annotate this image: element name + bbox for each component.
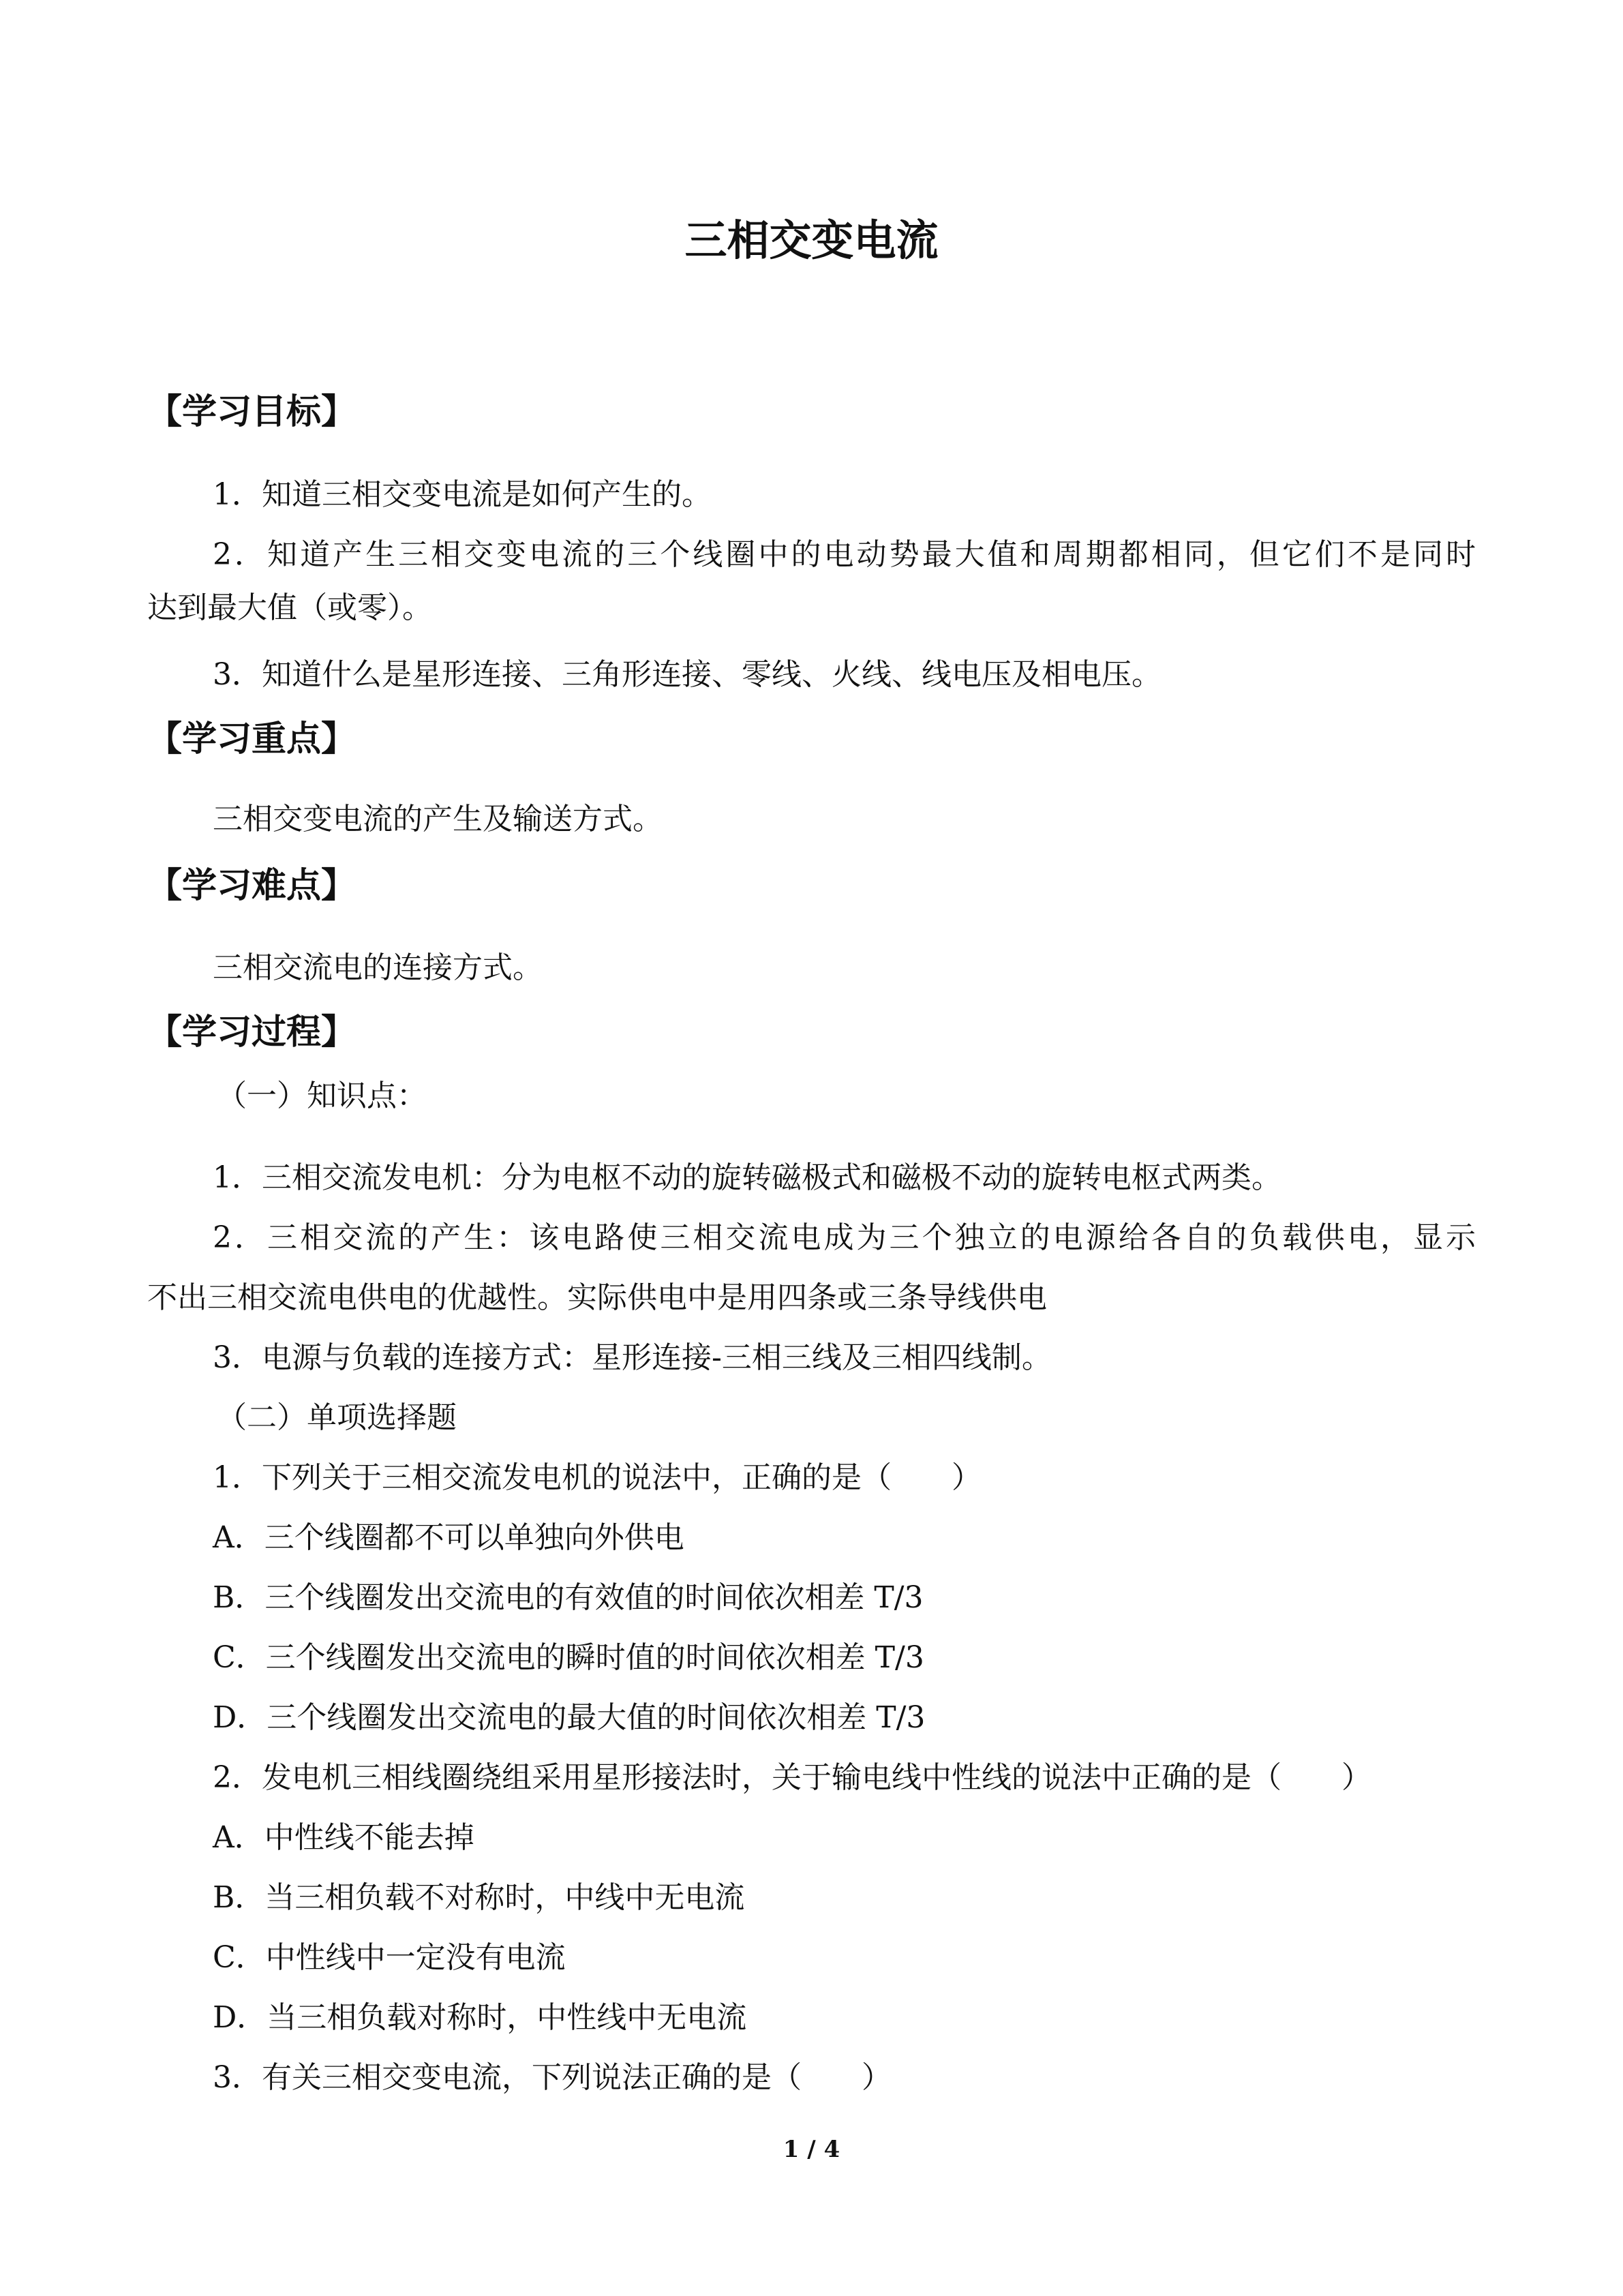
question-1-option-a: A．三个线圈都不可以单独向外供电 xyxy=(213,1520,684,1555)
goal-item-2: 2．知道产生三相交变电流的三个线圈中的电动势最大值和周期都相同，但它们不是同时 xyxy=(213,537,1476,572)
difficulties-text: 三相交流电的连接方式。 xyxy=(213,950,543,985)
question-2-option-a: A．中性线不能去掉 xyxy=(213,1820,474,1855)
knowledge-item-2-cont: 不出三相交流电供电的优越性。实际供电中是用四条或三条导线供电 xyxy=(147,1280,1047,1315)
goal-item-2-cont: 达到最大值（或零）。 xyxy=(147,590,432,625)
question-3-stem: 3．有关三相交变电流，下列说法正确的是（ ） xyxy=(213,2060,892,2095)
goal-item-1: 1．知道三相交变电流是如何产生的。 xyxy=(213,477,712,512)
question-1-option-c: C．三个线圈发出交流电的瞬时值的时间依次相差 T/3 xyxy=(213,1640,924,1675)
question-2-stem: 2．发电机三相线圈绕组采用星形接法时，关于输电线中性线的说法中正确的是（ ） xyxy=(213,1760,1371,1795)
part1-label: （一）知识点： xyxy=(217,1078,427,1113)
question-2-option-c: C．中性线中一定没有电流 xyxy=(213,1940,566,1975)
document-title: 三相交变电流 xyxy=(684,215,939,265)
question-1-option-d: D．三个线圈发出交流电的最大值的时间依次相差 T/3 xyxy=(213,1700,926,1735)
knowledge-item-3: 3．电源与负载的连接方式：星形连接-三相三线及三相四线制。 xyxy=(213,1340,1052,1375)
key-points-text: 三相交变电流的产生及输送方式。 xyxy=(213,802,663,836)
part2-label: （二）单项选择题 xyxy=(217,1400,457,1435)
question-2-option-b: B．当三相负载不对称时，中线中无电流 xyxy=(213,1880,745,1915)
goal-item-3: 3．知道什么是星形连接、三角形连接、零线、火线、线电压及相电压。 xyxy=(213,657,1162,692)
knowledge-item-1: 1．三相交流发电机：分为电枢不动的旋转磁极式和磁极不动的旋转电枢式两类。 xyxy=(213,1160,1281,1195)
section-heading-key-points: 【学习重点】 xyxy=(147,719,357,759)
section-heading-goals: 【学习目标】 xyxy=(147,392,357,432)
question-2-option-d: D．当三相负载对称时，中性线中无电流 xyxy=(213,2000,747,2035)
page-number: 1 / 4 xyxy=(783,2136,840,2163)
section-heading-process: 【学习过程】 xyxy=(147,1012,357,1053)
section-heading-difficulties: 【学习难点】 xyxy=(147,866,357,906)
question-1-option-b: B．三个线圈发出交流电的有效值的时间依次相差 T/3 xyxy=(213,1580,924,1615)
question-1-stem: 1．下列关于三相交流发电机的说法中，正确的是（ ） xyxy=(213,1460,982,1495)
knowledge-item-2: 2．三相交流的产生：该电路使三相交流电成为三个独立的电源给各自的负载供电，显示 xyxy=(213,1220,1476,1255)
